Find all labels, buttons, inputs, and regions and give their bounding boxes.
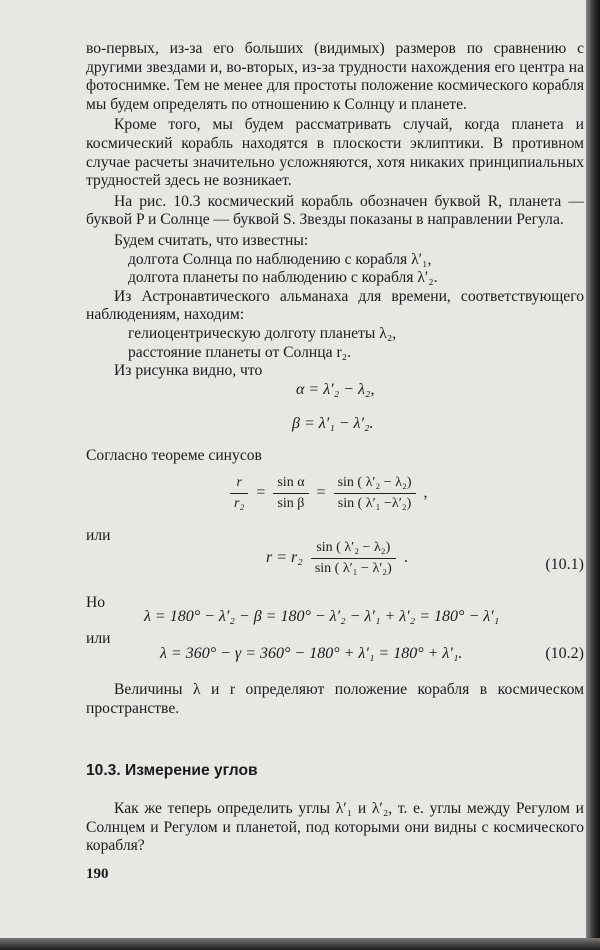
fraction: $\frac{\text{sin ( λ′₂ − λ₂)}}{\text{sin ( λ′₁ − λ′₂)}}$	[311, 540, 396, 577]
paragraph-2: Кроме того, мы будем рассматривать случай, когда планета и космический корабль находятся в плоскости эклиптики. В противном случае расчеты значительно усложняются, хотя никаких принципиальных трудностей здесь не возникает.	[86, 116, 584, 190]
page-number: 190	[86, 866, 109, 883]
label-ili-2: или	[86, 630, 111, 648]
formula-10-1: r = r₂ $\frac{\text{sin ( λ′₂ − λ₂)}}{\text{sin ( λ′₁ − λ′₂)}}$ . (10.1)	[266, 539, 584, 576]
equation-number: (10.1)	[545, 555, 584, 573]
formula-alpha: α = λ′₂ − λ₂,	[296, 380, 375, 398]
paragraph-8: Величины λ и r определяют положение корабля в космическом пространстве.	[86, 681, 584, 717]
formula-beta: β = λ′₁ − λ′₂.	[292, 414, 374, 432]
list-item: гелиоцентрическую долготу планеты λ₂,	[128, 324, 397, 342]
paragraph-1: во-первых, из-за его больших (видимых) размеров по сравнению с другими звездами и, во-вторых, из-за трудности нахождения его центра на фотоснимке. Тем не менее для простоты положение космического корабля мы будем определять по отношению к Солнцу и планете.	[86, 40, 584, 113]
page-bottom-shadow	[0, 938, 600, 950]
book-page	[86, 40, 584, 883]
paragraph-6: Из рисунка видно, что	[114, 362, 263, 380]
label-no: Но	[86, 593, 106, 611]
paragraph-4: Будем считать, что известны:	[114, 231, 309, 249]
known-list	[86, 251, 584, 288]
fraction: $\frac{r}{\text{r₂}}$	[230, 475, 248, 512]
paragraph-9: Как же теперь определить углы λ′₁ и λ′₂, т. е. углы между Регулом и Солнцем и Регулом и планетой, под которыми они видны с космического корабля?	[86, 800, 584, 855]
fraction: $\frac{\text{sin ( λ′₂ − λ₂)}}{\text{sin ( λ′₁ −λ′₂)}}$	[334, 475, 416, 512]
paragraph-3: На рис. 10.3 космический корабль обозначен буквой R, планета — буквой P и Солнце — буквой S. Звезды показаны в направлении Регула.	[86, 192, 584, 229]
list-item: расстояние планеты от Солнца r₂.	[128, 343, 351, 361]
list-item: долгота Солнца по наблюдению с корабля λ′₁,	[128, 250, 432, 268]
label-ili: или	[86, 527, 111, 545]
formula-10-2: λ = 360° − γ = 360° − 180° + λ′₁ = 180° + λ′₁. (10.2)	[160, 645, 584, 663]
paragraph-5: Из Астронавтического альманаха для времени, соответствующего наблюдениям, находим:	[86, 287, 584, 324]
formula-sines: $\frac{r}{\text{r₂}}$ = $\frac{\text{sin α}}{\text{sin β}}$ = $\frac{\text{sin ( λ′₂ − λ₂)}}{\text{sin ( λ′₁ −λ′₂)}}$ ,	[86, 471, 584, 531]
section-heading: 10.3. Измерение углов	[86, 762, 258, 780]
page-edge-shadow	[586, 0, 600, 950]
paragraph-7: Согласно теореме синусов	[86, 446, 262, 464]
formula-lambda-1: λ = 180° − λ′₂ − β = 180° − λ′₂ − λ′₁ + λ′₂ = 180° − λ′₁	[144, 608, 500, 626]
almanac-list	[86, 325, 584, 362]
list-item: долгота планеты по наблюдению с корабля λ′₂.	[128, 269, 438, 287]
fraction: $\frac{\text{sin α}}{\text{sin β}}$	[273, 475, 308, 512]
equation-number: (10.2)	[545, 645, 584, 663]
